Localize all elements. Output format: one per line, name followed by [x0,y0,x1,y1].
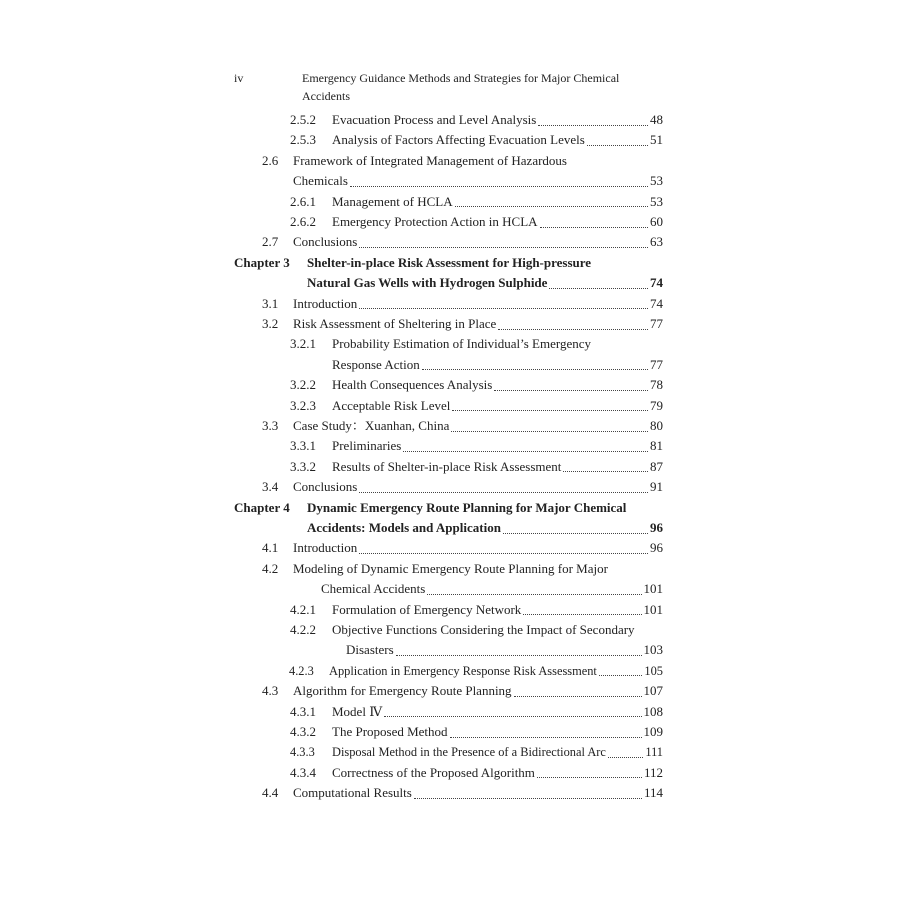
dot-leader [563,471,648,472]
toc-entry-title: Natural Gas Wells with Hydrogen Sulphide [307,275,548,291]
toc-entry-number: 2.6.2 [290,214,316,229]
toc-entry[interactable] [307,273,663,293]
toc-entry-title: Emergency Protection Action in HCLA [332,214,538,229]
toc-entry[interactable] [332,212,663,232]
toc-entry-title: Dynamic Emergency Route Planning for Major Chemical [307,499,627,515]
toc-entry-title: Risk Assessment of Sheltering in Place [293,316,497,331]
toc-entry[interactable] [293,232,663,252]
toc-entry-number: 4.3 [262,683,279,699]
toc-entry[interactable] [293,314,663,334]
toc-entry-page-number: 96 [650,520,663,535]
toc-entry-title: Results of Shelter-in-place Risk Assessment [332,458,562,474]
toc-entry[interactable] [332,110,663,130]
toc-entry-page-number: 111 [645,745,663,760]
dot-leader [396,655,642,656]
toc-entry-number: 4.2 [262,560,279,576]
toc-entry-title: The Proposed Method [332,724,448,739]
toc-entry[interactable] [307,518,663,538]
toc-entry[interactable] [293,477,663,497]
toc-entry-number: 3.2.1 [290,336,316,352]
toc-entry-number: 2.5.2 [290,112,316,127]
toc-entry-title: Chemicals [293,173,348,189]
toc-entry-page-number: 81 [650,438,663,454]
dot-leader [359,308,648,309]
toc-entry-page-number: 101 [643,601,663,617]
toc-entry-page-number: 101 [643,581,663,597]
page-folio: iv [234,71,244,85]
dot-leader [538,125,648,126]
toc-entry[interactable] [332,742,663,762]
toc-entry[interactable] [293,538,663,558]
toc-entry-title: Application in Emergency Response Risk Assessment [329,663,597,678]
toc-entry-title: Conclusions [293,234,358,250]
toc-entry[interactable] [332,130,663,150]
toc-entry[interactable] [293,681,663,701]
toc-entry-page-number: 74 [650,275,663,291]
toc-entry-page-number: 109 [643,724,663,739]
dot-leader [359,492,648,493]
toc-entry-page-number: 78 [650,377,663,393]
toc-entry-page-number: 53 [650,173,663,189]
toc-entry-title: Evacuation Process and Level Analysis [332,112,537,127]
dot-leader [498,329,648,330]
toc-entry[interactable] [332,192,663,212]
toc-entry-page-number: 77 [650,356,663,372]
toc-entry[interactable] [346,640,663,660]
dot-leader [359,247,648,248]
dot-leader [452,410,648,411]
toc-entry-number: 3.3.1 [290,438,316,454]
toc-entry-title: Disasters [346,642,394,658]
toc-entry-title: Accidents: Models and Application [307,520,501,535]
dot-leader [450,737,642,738]
toc-entry[interactable] [293,171,663,191]
toc-entry-title: Formulation of Emergency Network [332,601,522,617]
toc-entry-number: 3.3.2 [290,458,316,474]
dot-leader [422,369,648,370]
toc-entry-title: Chemical Accidents [321,581,426,597]
running-head [232,69,668,103]
toc-entry-page-number: 74 [650,295,663,311]
dot-leader [414,798,642,799]
toc-entry-title: Algorithm for Emergency Route Planning [293,683,512,699]
dot-leader [587,145,648,146]
toc-entry-page-number: 53 [650,193,663,209]
toc-entry-title: Management of HCLA [332,193,453,209]
toc-entry-title: Introduction [293,295,358,311]
toc-entry[interactable] [293,151,567,171]
toc-entry[interactable] [332,763,663,783]
toc-entry[interactable] [293,783,663,803]
dot-leader [494,390,648,391]
dot-leader [514,696,642,697]
toc-entry-number: Chapter 4 [234,499,290,515]
toc-entry-number: 4.3.4 [290,764,316,780]
dot-leader [503,533,648,534]
toc-entry-title: Shelter-in-place Risk Assessment for High-pressure [307,254,592,270]
toc-entry-page-number: 79 [650,397,663,413]
toc-entry-title: Preliminaries [332,438,402,454]
toc-entry[interactable] [332,396,663,416]
toc-entry-page-number: 63 [650,234,663,250]
toc-entry[interactable] [332,334,591,354]
toc-entry-page-number: 114 [643,785,663,801]
toc-entry-title: Probability Estimation of Individual’s Emergency [332,336,591,352]
toc-entry[interactable] [332,375,663,395]
running-head-title: Emergency Guidance Methods and Strategies for Major Chemical Accidents [302,71,620,103]
toc-entry-page-number: 60 [650,214,663,229]
toc-entry-page-number: 80 [650,418,663,433]
toc-entry[interactable] [307,253,591,273]
toc-entry[interactable] [332,722,663,742]
dot-leader [599,675,643,676]
toc-entry-title: Model Ⅳ [332,703,383,719]
toc-entry-title: Acceptable Risk Level [332,397,451,413]
toc-entry-number: 4.4 [262,785,279,801]
toc-entry-page-number: 87 [650,458,663,474]
toc-entry-number: 4.3.3 [290,745,315,760]
toc-entry-title: Conclusions [293,479,358,495]
toc-entry-number: 4.3.1 [290,703,316,719]
toc-entry-title: Objective Functions Considering the Impact of Secondary [332,622,635,637]
toc-entry-number: 2.6 [262,152,279,168]
dot-leader [537,777,642,778]
toc-entry-number: 2.7 [262,234,279,250]
dot-leader [384,716,641,717]
toc-entry-title: Correctness of the Proposed Algorithm [332,764,535,780]
toc-entry-number: 2.5.3 [290,132,316,148]
dot-leader [403,451,648,452]
dot-leader [540,227,648,228]
toc-entry[interactable] [332,355,663,375]
dot-leader [350,186,648,187]
toc-entry-number: 4.2.3 [289,663,314,678]
toc-entry-number: 2.6.1 [290,193,316,209]
toc-entry-number: Chapter 3 [234,254,290,270]
toc-entry-title: Modeling of Dynamic Emergency Route Planning for Major [293,560,608,576]
toc-entry-number: 4.3.2 [290,724,316,739]
toc-entry-title: Introduction [293,540,358,556]
toc-entry-title: Disposal Method in the Presence of a Bidirectional Arc [332,745,606,760]
toc-entry[interactable] [332,620,635,640]
dot-leader [549,288,648,289]
dot-leader [455,206,648,207]
toc-entry-title: Case Study：Xuanhan, China [293,418,450,433]
toc-entry[interactable] [332,436,663,456]
toc-entry[interactable] [332,600,663,620]
dot-leader [523,614,641,615]
toc-entry-title: Framework of Integrated Management of Hazardous [293,152,567,168]
toc-entry-number: 3.4 [262,479,279,495]
toc-entry-number: 3.1 [262,295,279,311]
dot-leader [608,757,643,758]
toc-entry[interactable] [307,498,626,518]
toc-entry-number: 3.3 [262,418,279,433]
dot-leader [359,553,648,554]
toc-entry-page-number: 91 [650,479,663,495]
toc-entry[interactable] [293,294,663,314]
toc-entry-title: Computational Results [293,785,412,801]
toc-entry-title: Analysis of Factors Affecting Evacuation Levels [332,132,585,148]
toc-entry[interactable] [332,457,663,477]
dot-leader [427,594,641,595]
toc-entry-title: Health Consequences Analysis [332,377,493,393]
toc-entry[interactable] [293,559,608,579]
toc-entry-page-number: 51 [650,132,663,148]
toc-entry-page-number: 108 [643,703,663,719]
toc-entry[interactable] [332,702,663,722]
toc-entry[interactable] [329,661,663,681]
toc-entry-page-number: 48 [650,112,663,127]
toc-entry-page-number: 105 [644,663,663,678]
toc-entry-page-number: 112 [643,764,663,780]
toc-entry-page-number: 103 [643,642,663,658]
toc-entry-number: 3.2 [262,316,279,331]
toc-entry-title: Response Action [332,356,420,372]
toc-entry[interactable] [293,416,663,436]
toc-entry-page-number: 96 [650,540,663,556]
toc-entry-page-number: 107 [643,683,663,699]
toc-entry[interactable] [321,579,663,599]
toc-entry-number: 4.1 [262,540,279,556]
toc-entry-number: 3.2.2 [290,377,316,393]
toc-entry-number: 4.2.1 [290,601,316,617]
dot-leader [451,431,648,432]
toc-entry-number: 3.2.3 [290,397,316,413]
toc-entry-number: 4.2.2 [290,622,316,637]
toc-entry-page-number: 77 [650,316,663,331]
